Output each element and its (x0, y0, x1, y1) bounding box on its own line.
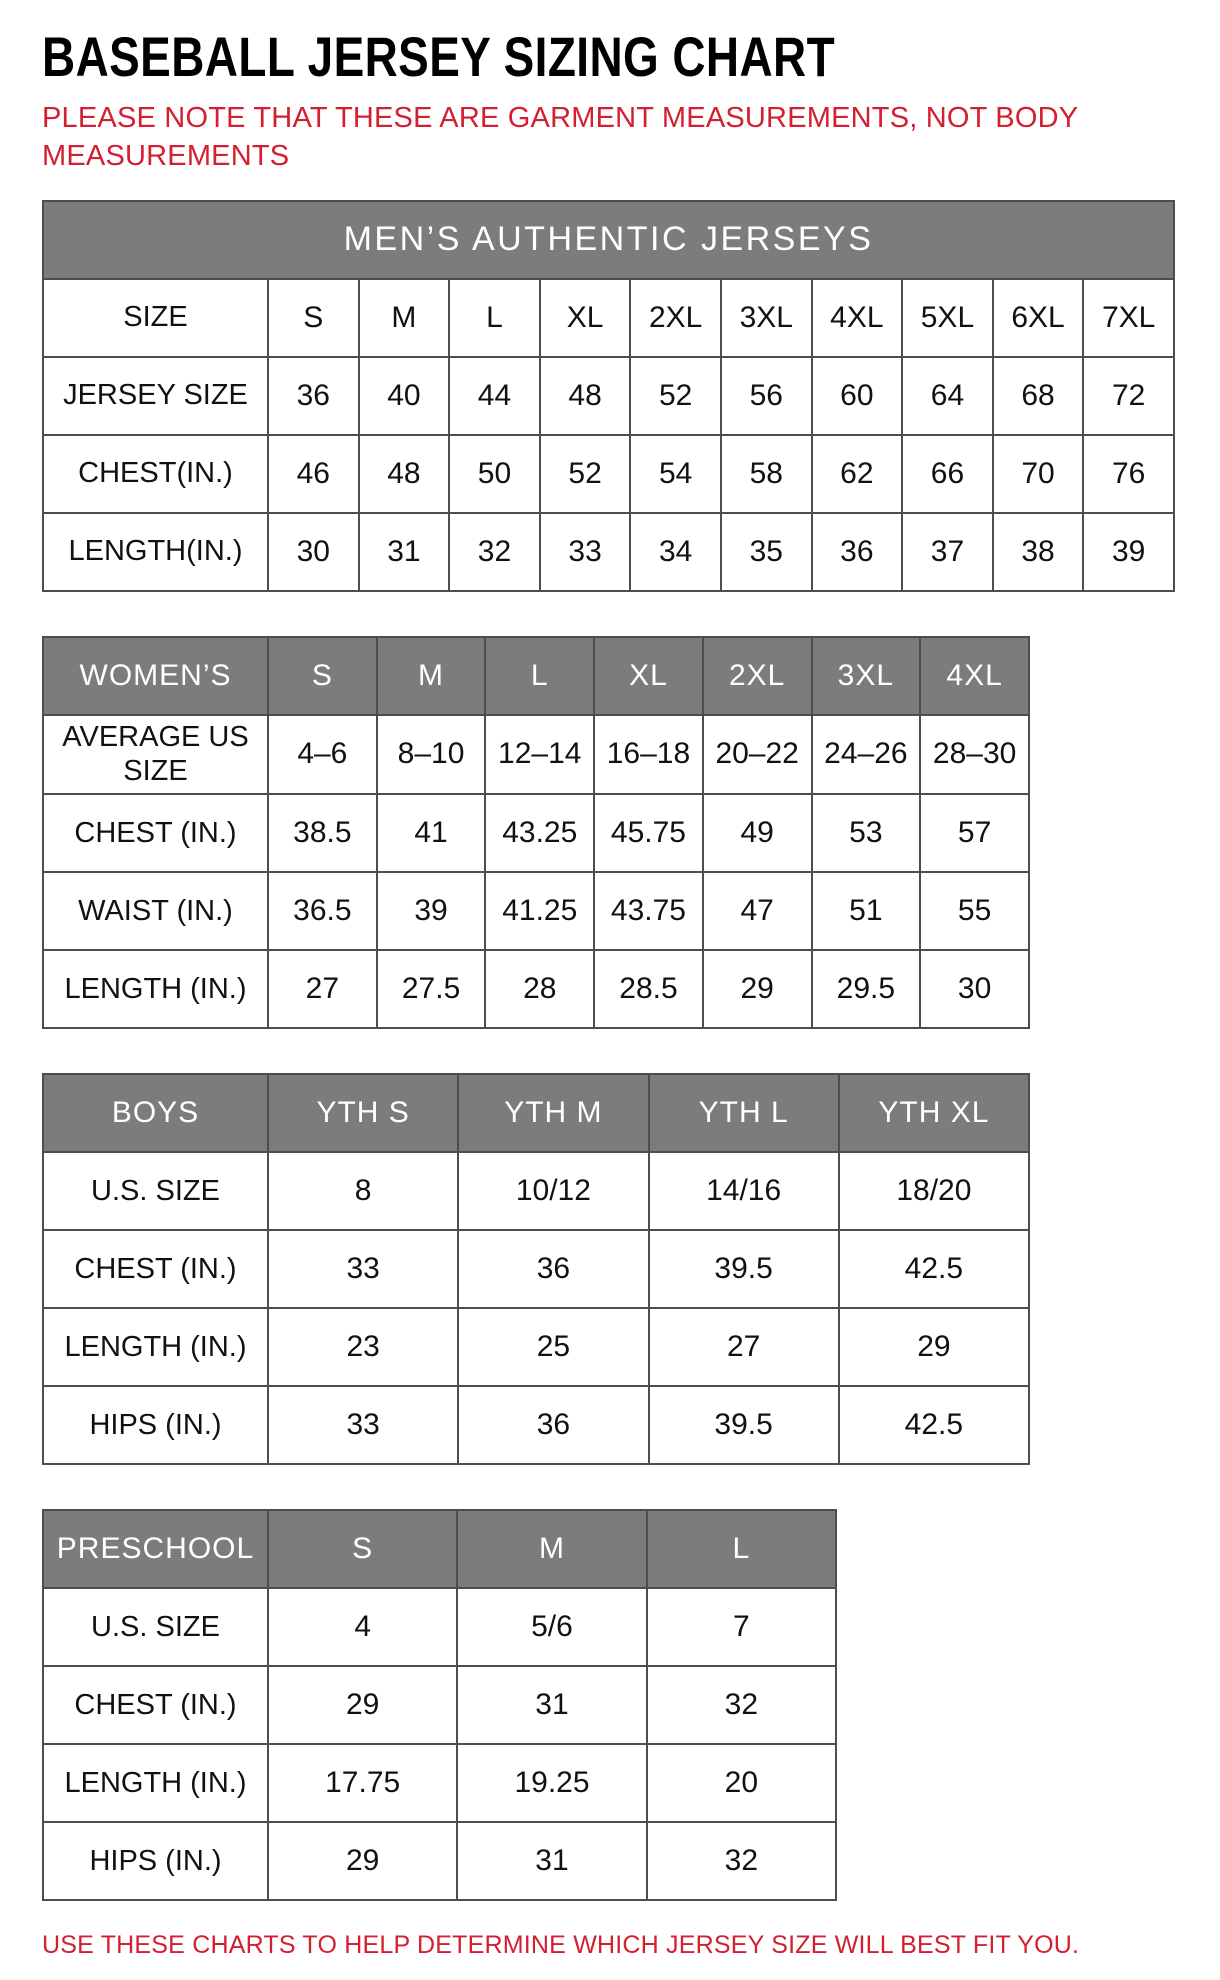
boys-row-label: HIPS (IN.) (43, 1386, 268, 1464)
boys-value-cell: 10/12 (458, 1152, 648, 1230)
boys-value-cell: 14/16 (649, 1152, 839, 1230)
womens-sizing-table (42, 636, 1030, 1030)
boys-value-cell: 42.5 (839, 1230, 1029, 1308)
mens-sizing-table (42, 200, 1175, 592)
mens-value-cell: 44 (449, 357, 540, 435)
mens-row-label: LENGTH(IN.) (43, 513, 268, 591)
mens-value-cell: 3XL (721, 279, 812, 357)
mens-value-cell: 56 (721, 357, 812, 435)
womens-row-label: LENGTH (IN.) (43, 950, 268, 1028)
mens-value-cell: 38 (993, 513, 1084, 591)
mens-value-cell: 76 (1083, 435, 1174, 513)
boys-size-header: YTH S (268, 1074, 458, 1152)
boys-size-header: YTH XL (839, 1074, 1029, 1152)
preschool-value-cell: 7 (647, 1588, 836, 1666)
boys-value-cell: 8 (268, 1152, 458, 1230)
footer-note: USE THESE CHARTS TO HELP DETERMINE WHICH JERSEY SIZE WILL BEST FIT YOU. (42, 1931, 1080, 1960)
mens-value-cell: 2XL (630, 279, 721, 357)
mens-value-cell: 68 (993, 357, 1084, 435)
boys-row-label: CHEST (IN.) (43, 1230, 268, 1308)
womens-value-cell: 51 (812, 872, 921, 950)
mens-value-cell: 6XL (993, 279, 1084, 357)
preschool-table-title: PRESCHOOL (43, 1510, 268, 1588)
mens-value-cell: 34 (630, 513, 721, 591)
mens-row (43, 279, 1174, 357)
womens-value-cell: 24–26 (812, 715, 921, 795)
womens-value-cell: 38.5 (268, 794, 377, 872)
preschool-header-row (43, 1510, 836, 1588)
mens-value-cell: 30 (268, 513, 359, 591)
boys-table-title: BOYS (43, 1074, 268, 1152)
mens-row-label: JERSEY SIZE (43, 357, 268, 435)
womens-value-cell: 30 (920, 950, 1029, 1028)
mens-value-cell: 46 (268, 435, 359, 513)
womens-row-label: AVERAGE US SIZE (43, 715, 268, 795)
boys-value-cell: 18/20 (839, 1152, 1029, 1230)
womens-value-cell: 43.25 (485, 794, 594, 872)
preschool-value-cell: 31 (457, 1666, 646, 1744)
preschool-value-cell: 17.75 (268, 1744, 457, 1822)
preschool-row-label: HIPS (IN.) (43, 1822, 268, 1900)
mens-value-cell: 54 (630, 435, 721, 513)
womens-value-cell: 43.75 (594, 872, 703, 950)
womens-size-header: XL (594, 637, 703, 715)
boys-value-cell: 27 (649, 1308, 839, 1386)
boys-value-cell: 36 (458, 1386, 648, 1464)
preschool-size-header: L (647, 1510, 836, 1588)
womens-table-title: WOMEN’S (43, 637, 268, 715)
preschool-value-cell: 4 (268, 1588, 457, 1666)
preschool-row (43, 1822, 836, 1900)
womens-size-header: M (377, 637, 486, 715)
preschool-value-cell: 29 (268, 1822, 457, 1900)
page-title: BASEBALL JERSEY SIZING CHART (42, 25, 836, 88)
womens-value-cell: 4–6 (268, 715, 377, 795)
mens-value-cell: M (359, 279, 450, 357)
preschool-value-cell: 20 (647, 1744, 836, 1822)
garment-measurements-note: PLEASE NOTE THAT THESE ARE GARMENT MEASUREMENTS, NOT BODY MEASUREMENTS (42, 102, 1078, 173)
preschool-size-header: S (268, 1510, 457, 1588)
preschool-row (43, 1666, 836, 1744)
boys-value-cell: 39.5 (649, 1230, 839, 1308)
boys-value-cell: 42.5 (839, 1386, 1029, 1464)
mens-value-cell: 52 (540, 435, 631, 513)
womens-value-cell: 16–18 (594, 715, 703, 795)
preschool-row-label: U.S. SIZE (43, 1588, 268, 1666)
preschool-size-header: M (457, 1510, 646, 1588)
womens-row-label: WAIST (IN.) (43, 872, 268, 950)
mens-value-cell: XL (540, 279, 631, 357)
womens-value-cell: 45.75 (594, 794, 703, 872)
mens-row (43, 435, 1174, 513)
preschool-value-cell: 5/6 (457, 1588, 646, 1666)
womens-value-cell: 29.5 (812, 950, 921, 1028)
womens-value-cell: 12–14 (485, 715, 594, 795)
womens-value-cell: 53 (812, 794, 921, 872)
mens-value-cell: 5XL (902, 279, 993, 357)
mens-value-cell: 31 (359, 513, 450, 591)
mens-value-cell: 48 (359, 435, 450, 513)
boys-value-cell: 36 (458, 1230, 648, 1308)
womens-value-cell: 28–30 (920, 715, 1029, 795)
mens-value-cell: 35 (721, 513, 812, 591)
womens-row (43, 715, 1029, 795)
boys-row-label: LENGTH (IN.) (43, 1308, 268, 1386)
mens-value-cell: 4XL (812, 279, 903, 357)
mens-banner-row (43, 201, 1174, 279)
mens-value-cell: 70 (993, 435, 1084, 513)
boys-row (43, 1308, 1029, 1386)
preschool-value-cell: 32 (647, 1666, 836, 1744)
preschool-value-cell: 19.25 (457, 1744, 646, 1822)
mens-value-cell: 37 (902, 513, 993, 591)
mens-value-cell: 39 (1083, 513, 1174, 591)
mens-row (43, 357, 1174, 435)
womens-size-header: 2XL (703, 637, 812, 715)
womens-value-cell: 20–22 (703, 715, 812, 795)
womens-value-cell: 41 (377, 794, 486, 872)
mens-value-cell: 72 (1083, 357, 1174, 435)
womens-value-cell: 27 (268, 950, 377, 1028)
mens-value-cell: 66 (902, 435, 993, 513)
preschool-row-label: LENGTH (IN.) (43, 1744, 268, 1822)
mens-value-cell: 52 (630, 357, 721, 435)
preschool-row-label: CHEST (IN.) (43, 1666, 268, 1744)
mens-value-cell: 32 (449, 513, 540, 591)
womens-row (43, 950, 1029, 1028)
mens-value-cell: L (449, 279, 540, 357)
womens-value-cell: 28.5 (594, 950, 703, 1028)
preschool-value-cell: 31 (457, 1822, 646, 1900)
boys-row (43, 1230, 1029, 1308)
womens-value-cell: 39 (377, 872, 486, 950)
womens-size-header: L (485, 637, 594, 715)
mens-value-cell: S (268, 279, 359, 357)
womens-value-cell: 28 (485, 950, 594, 1028)
womens-value-cell: 47 (703, 872, 812, 950)
womens-value-cell: 29 (703, 950, 812, 1028)
womens-row (43, 872, 1029, 950)
womens-value-cell: 41.25 (485, 872, 594, 950)
womens-value-cell: 27.5 (377, 950, 486, 1028)
womens-header-row (43, 637, 1029, 715)
boys-row (43, 1386, 1029, 1464)
boys-size-header: YTH L (649, 1074, 839, 1152)
womens-value-cell: 8–10 (377, 715, 486, 795)
mens-value-cell: 33 (540, 513, 631, 591)
boys-size-header: YTH M (458, 1074, 648, 1152)
preschool-sizing-table (42, 1509, 837, 1901)
boys-header-row (43, 1074, 1029, 1152)
womens-value-cell: 55 (920, 872, 1029, 950)
womens-size-header: 4XL (920, 637, 1029, 715)
boys-value-cell: 29 (839, 1308, 1029, 1386)
womens-size-header: 3XL (812, 637, 921, 715)
boys-value-cell: 39.5 (649, 1386, 839, 1464)
mens-value-cell: 48 (540, 357, 631, 435)
mens-table-banner: MEN’S AUTHENTIC JERSEYS (43, 201, 1174, 279)
mens-value-cell: 62 (812, 435, 903, 513)
boys-sizing-table (42, 1073, 1030, 1465)
mens-value-cell: 7XL (1083, 279, 1174, 357)
womens-value-cell: 57 (920, 794, 1029, 872)
mens-row-label: SIZE (43, 279, 268, 357)
boys-row (43, 1152, 1029, 1230)
womens-value-cell: 36.5 (268, 872, 377, 950)
womens-row (43, 794, 1029, 872)
mens-row (43, 513, 1174, 591)
preschool-row (43, 1588, 836, 1666)
boys-value-cell: 25 (458, 1308, 648, 1386)
mens-value-cell: 36 (812, 513, 903, 591)
mens-value-cell: 64 (902, 357, 993, 435)
mens-row-label: CHEST(IN.) (43, 435, 268, 513)
boys-value-cell: 33 (268, 1230, 458, 1308)
womens-row-label: CHEST (IN.) (43, 794, 268, 872)
preschool-value-cell: 32 (647, 1822, 836, 1900)
mens-value-cell: 36 (268, 357, 359, 435)
preschool-value-cell: 29 (268, 1666, 457, 1744)
boys-value-cell: 23 (268, 1308, 458, 1386)
mens-value-cell: 60 (812, 357, 903, 435)
womens-value-cell: 49 (703, 794, 812, 872)
mens-value-cell: 58 (721, 435, 812, 513)
mens-value-cell: 50 (449, 435, 540, 513)
preschool-row (43, 1744, 836, 1822)
mens-value-cell: 40 (359, 357, 450, 435)
boys-value-cell: 33 (268, 1386, 458, 1464)
womens-size-header: S (268, 637, 377, 715)
boys-row-label: U.S. SIZE (43, 1152, 268, 1230)
